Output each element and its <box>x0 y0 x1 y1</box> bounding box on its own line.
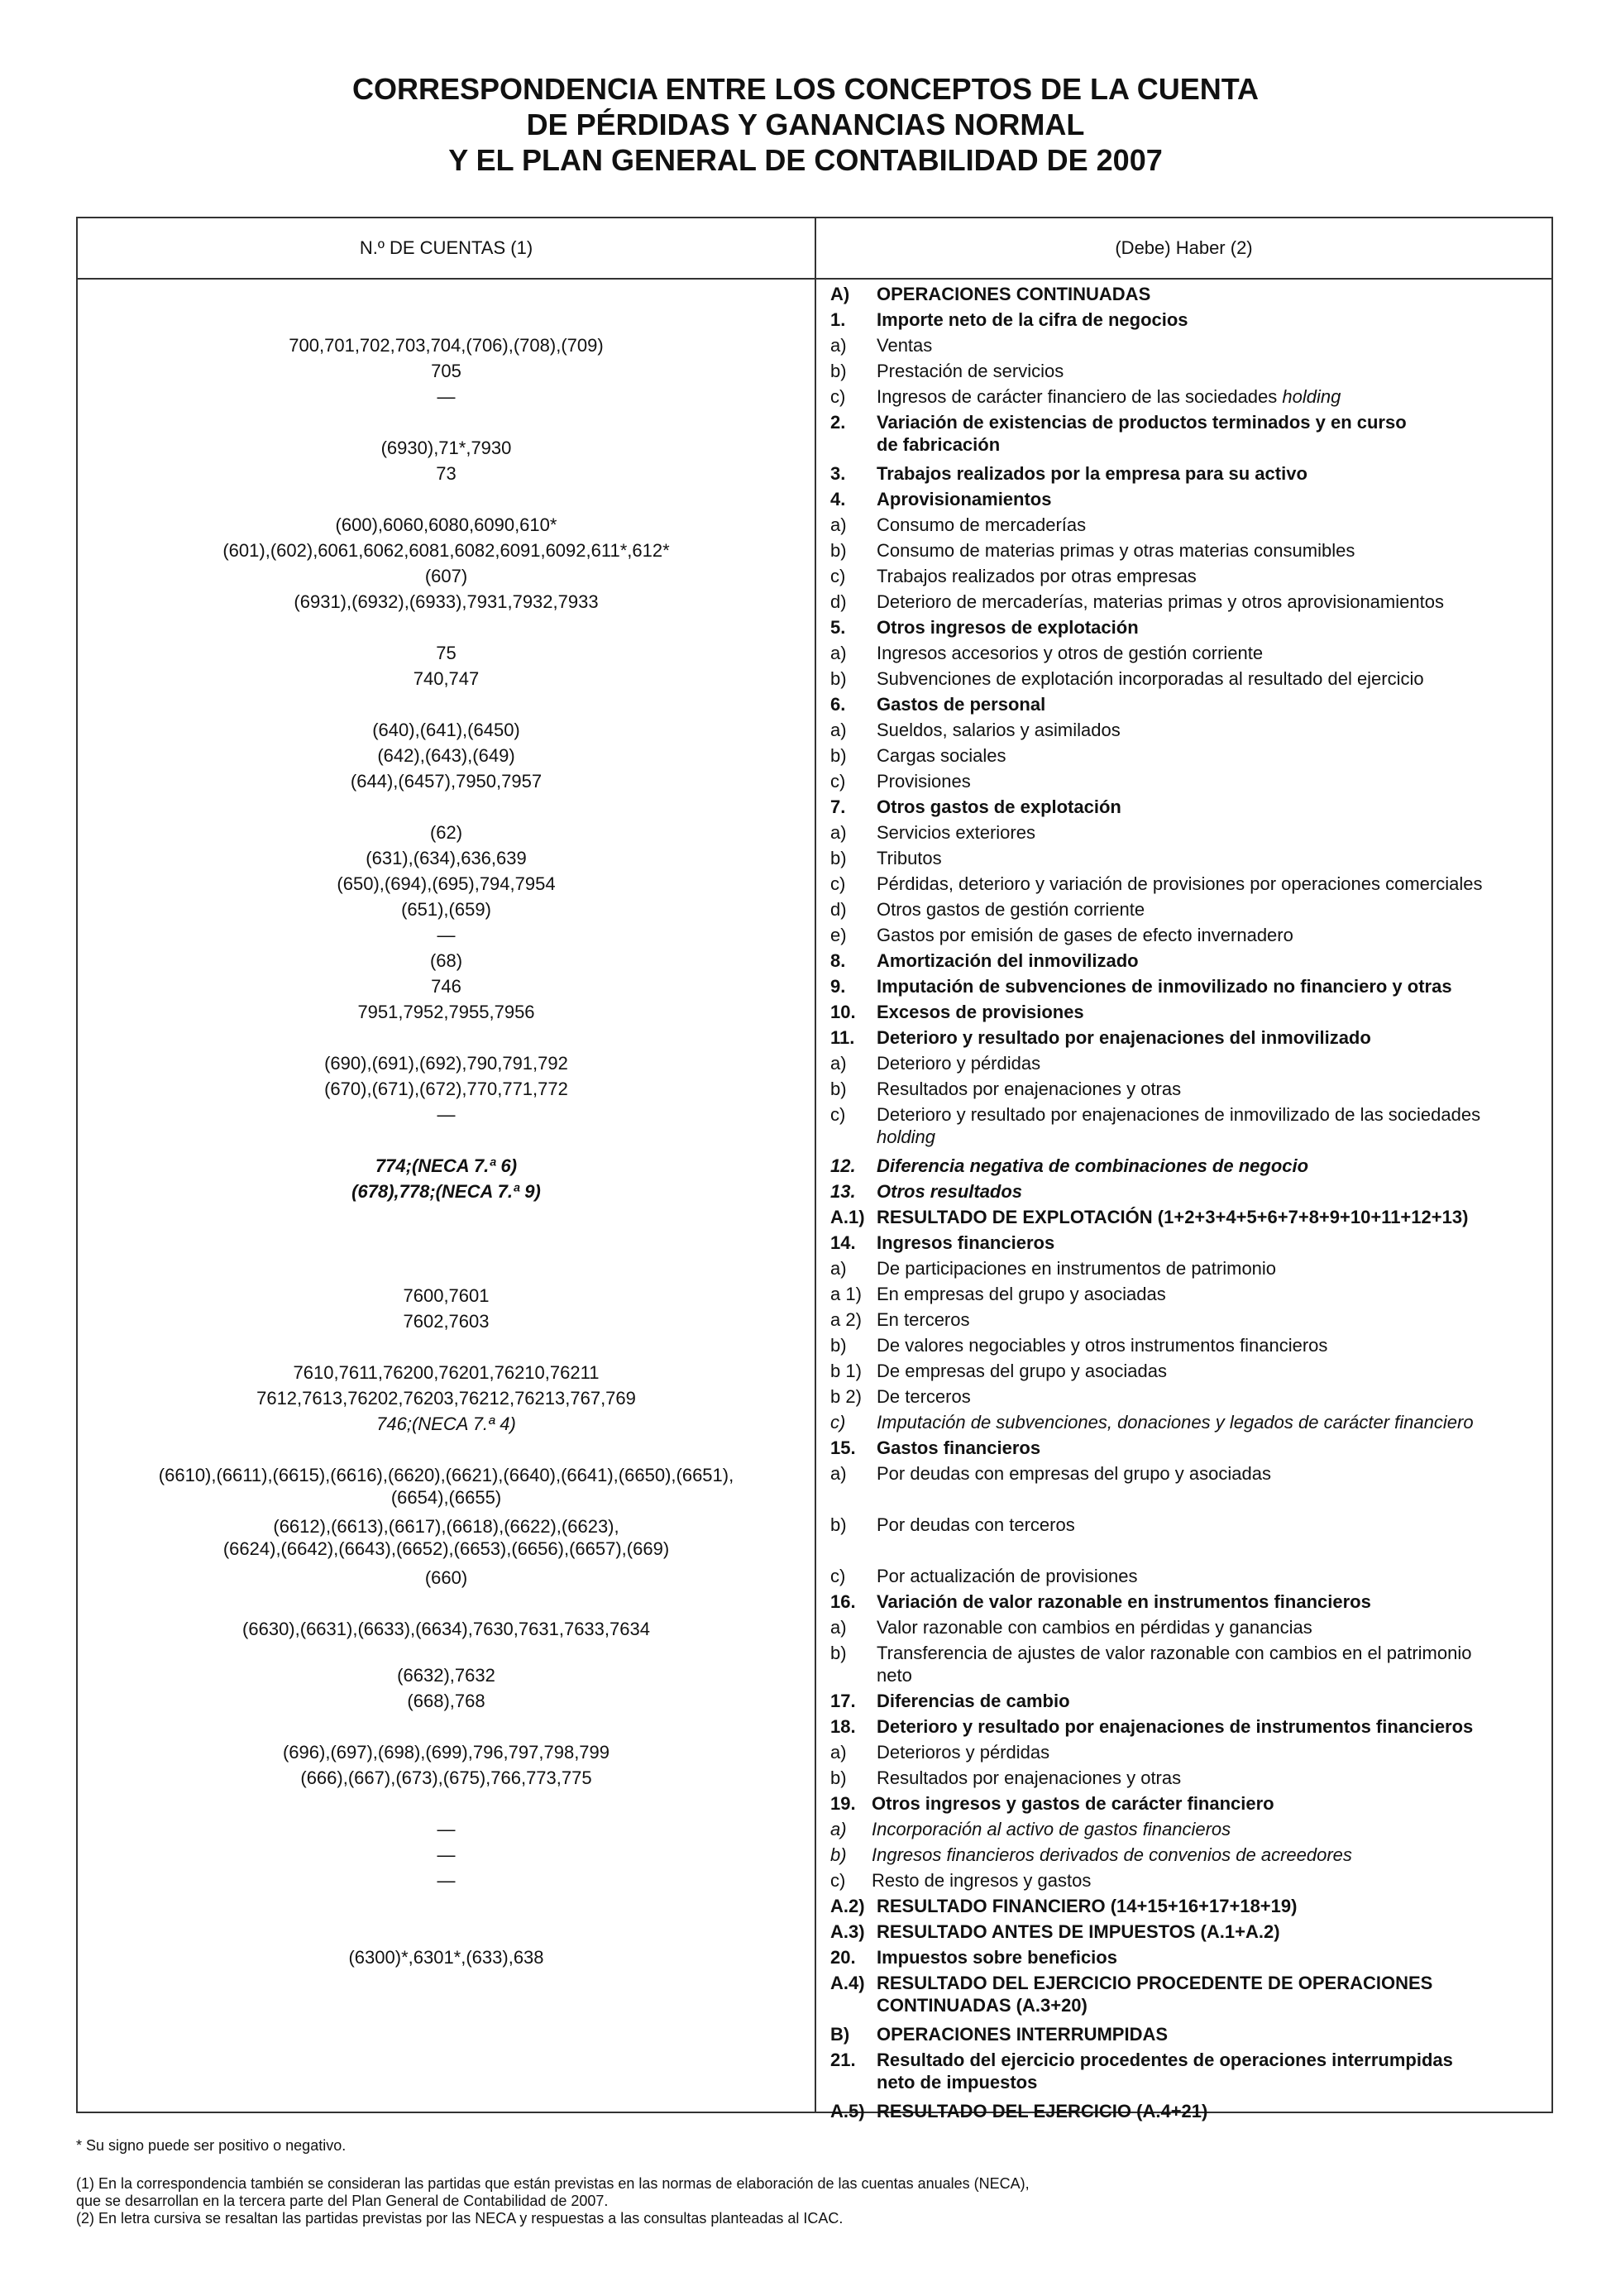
concept-label: 3. <box>830 463 846 484</box>
concept-text <box>877 847 942 869</box>
concept-text-main: En terceros <box>877 1309 970 1330</box>
concept-text <box>877 1026 1371 1049</box>
account-numbers: 705 <box>431 361 461 381</box>
concept-label: e) <box>830 925 847 945</box>
concept-label: 17. <box>830 1691 856 1711</box>
account-numbers: 73 <box>436 463 457 484</box>
concept-text <box>877 898 1145 921</box>
concept-text <box>877 565 1197 587</box>
concept-text <box>877 1103 1480 1126</box>
concept-text <box>877 1946 1117 1968</box>
concept-text <box>877 462 1307 485</box>
account-numbers: (6612),(6613),(6617),(6618),(6622),(6623), <box>273 1516 619 1537</box>
concept-text-main: de fabricación <box>877 434 1001 455</box>
concept-text <box>877 1642 1471 1664</box>
concept-text <box>877 1437 1040 1459</box>
concept-text-main: Importe neto de la cifra de negocios <box>877 309 1188 330</box>
concept-label: b) <box>830 540 847 561</box>
account-numbers: (650),(694),(695),794,7954 <box>337 873 556 894</box>
concept-text-main: Trabajos realizados por otras empresas <box>877 566 1197 586</box>
concept-label: a 1) <box>830 1284 862 1304</box>
concept-text <box>877 1078 1181 1100</box>
header-debe-haber: (Debe) Haber (2) <box>1115 237 1253 258</box>
concept-text-main: Consumo de materias primas y otras materias consumibles <box>877 540 1355 561</box>
concept-text-main: Variación de existencias de productos terminados y en curso <box>877 412 1407 433</box>
concept-text-main: RESULTADO DE EXPLOTACIÓN (1+2+3+4+5+6+7+8+9+10+11+12+13) <box>877 1207 1469 1227</box>
concept-text <box>872 1792 1274 1815</box>
account-numbers: — <box>437 925 456 945</box>
concept-text-main: Ingresos financieros derivados de convenios de acreedores <box>872 1844 1352 1865</box>
concept-label: 7. <box>830 796 846 817</box>
account-numbers: — <box>437 1819 456 1839</box>
concept-text <box>877 1180 1022 1203</box>
concept-label: c) <box>830 771 846 792</box>
concept-text-main: Aprovisionamientos <box>877 489 1052 509</box>
concept-text-main: Incorporación al activo de gastos financieros <box>872 1819 1231 1839</box>
concept-text-italic: holding <box>1282 386 1341 407</box>
account-numbers: 7610,7611,76200,76201,76210,76211 <box>293 1362 600 1383</box>
concept-label: b) <box>830 1767 847 1788</box>
concept-label: b 2) <box>830 1386 862 1407</box>
concept-label: A.5) <box>830 2101 865 2121</box>
concept-text <box>877 975 1452 997</box>
concept-text-main: De terceros <box>877 1386 971 1407</box>
concept-text-main: Gastos financieros <box>877 1437 1041 1458</box>
concept-label: 16. <box>830 1591 856 1612</box>
concept-text <box>877 334 932 356</box>
account-numbers: — <box>437 1870 456 1891</box>
correspondence-table <box>76 217 1553 2121</box>
concept-label: 13. <box>830 1181 856 1202</box>
concept-text-main: Resto de ingresos y gastos <box>872 1870 1092 1891</box>
concept-text <box>877 1565 1138 1587</box>
concept-text-main: De empresas del grupo y asociadas <box>877 1361 1167 1381</box>
concept-text-main: Ingresos financieros <box>877 1232 1055 1253</box>
concept-text-main: Provisiones <box>877 771 971 792</box>
concept-label: A.3) <box>830 1921 865 1942</box>
concept-text <box>877 1994 1088 2016</box>
account-numbers: (660) <box>424 1567 468 1588</box>
account-numbers: (6654),(6655) <box>390 1487 502 1508</box>
concept-text-main: RESULTADO ANTES DE IMPUESTOS (A.1+A.2) <box>877 1921 1280 1942</box>
concept-label: A.2) <box>830 1896 865 1916</box>
concept-label: 4. <box>830 489 846 509</box>
concept-text-main: Por deudas con terceros <box>877 1514 1075 1535</box>
concept-text <box>877 1001 1084 1023</box>
concept-text-main: Por deudas con empresas del grupo y asociadas <box>877 1463 1271 1484</box>
concept-text <box>877 385 1341 408</box>
concept-label: a) <box>830 643 847 663</box>
account-numbers: (690),(691),(692),790,791,792 <box>324 1053 568 1074</box>
concept-text-main: OPERACIONES CONTINUADAS <box>877 284 1151 304</box>
account-numbers: (678),778;(NECA 7.ª 9) <box>351 1181 541 1202</box>
concept-text-main: CONTINUADAS (A.3+20) <box>877 1995 1088 2016</box>
account-numbers: 7951,7952,7955,7956 <box>357 1002 535 1022</box>
concept-text-main: Tributos <box>877 848 942 868</box>
concept-text-main: Deterioro y resultado por enajenaciones del inmovilizado <box>877 1027 1371 1048</box>
concept-text-main: Diferencia negativa de combinaciones de negocio <box>877 1155 1309 1176</box>
concept-label: b) <box>830 361 847 381</box>
account-numbers: (670),(671),(672),770,771,772 <box>324 1079 568 1099</box>
concept-text <box>877 1411 1474 1433</box>
concept-text <box>877 1616 1312 1638</box>
concept-text <box>877 1257 1276 1280</box>
concept-label: 5. <box>830 617 846 638</box>
concept-label: d) <box>830 591 847 612</box>
footnote: que se desarrollan en la tercera parte del Plan General de Contabilidad de 2007. <box>76 2193 609 2209</box>
concept-text-main: Otros gastos de explotación <box>877 796 1121 817</box>
account-numbers: — <box>437 1104 456 1125</box>
concept-text <box>877 1283 1166 1305</box>
concept-text <box>877 2100 1207 2122</box>
concept-text <box>877 719 1121 741</box>
concept-label: 20. <box>830 1947 856 1968</box>
concept-text <box>872 1818 1231 1840</box>
concept-text-main: holding <box>877 1126 935 1147</box>
title-line-1: CORRESPONDENCIA ENTRE LOS CONCEPTOS DE LA CUENTA <box>351 72 1260 106</box>
concept-text-main: Gastos de personal <box>877 694 1046 715</box>
concept-text-main: Deterioro de mercaderías, materias primas y otros aprovisionamientos <box>877 591 1444 612</box>
concept-text <box>877 1514 1075 1536</box>
concept-label: a) <box>830 1463 847 1484</box>
account-numbers: (6300)*,6301*,(633),638 <box>348 1947 544 1968</box>
concept-text-main: Otros ingresos y gastos de carácter financiero <box>872 1793 1274 1814</box>
column-divider <box>815 218 816 2112</box>
concept-label: b) <box>830 848 847 868</box>
concept-text-main: Servicios exteriores <box>877 822 1035 843</box>
concept-text <box>877 744 1006 767</box>
concept-label: 18. <box>830 1716 856 1737</box>
account-numbers: (6930),71*,7930 <box>380 438 512 458</box>
concept-text-main: Subvenciones de explotación incorporadas al resultado del ejercicio <box>877 668 1424 689</box>
concept-text <box>877 1664 912 1686</box>
document-title <box>0 71 1611 178</box>
concept-label: 19. <box>830 1793 856 1814</box>
concept-text <box>877 1921 1280 1943</box>
account-numbers: — <box>437 1844 456 1865</box>
concept-label: 21. <box>830 2050 856 2070</box>
concept-label: A.1) <box>830 1207 865 1227</box>
concept-text <box>877 693 1045 715</box>
account-numbers: 746 <box>431 976 461 997</box>
concept-text-main: Impuestos sobre beneficios <box>877 1947 1117 1968</box>
concept-label: 9. <box>830 976 846 997</box>
concept-text <box>877 796 1121 818</box>
concept-text <box>877 539 1355 562</box>
concept-label: a) <box>830 1258 847 1279</box>
concept-text <box>877 667 1424 690</box>
concept-label: B) <box>830 2024 850 2045</box>
concept-label: 10. <box>830 1002 856 1022</box>
concept-label: c) <box>830 1566 846 1586</box>
concept-text <box>877 2049 1453 2071</box>
concept-text <box>877 1232 1054 1254</box>
concept-text-main: Resultado del ejercicio procedentes de operaciones interrumpidas <box>877 2050 1453 2070</box>
concept-text-main: Consumo de mercaderías <box>877 514 1087 535</box>
concept-label: c) <box>830 873 846 894</box>
concept-text <box>877 873 1483 895</box>
concept-text-main: Cargas sociales <box>877 745 1006 766</box>
account-numbers: (651),(659) <box>401 899 491 920</box>
concept-text-main: Deterioro y pérdidas <box>877 1053 1041 1074</box>
concept-text-main: Resultados por enajenaciones y otras <box>877 1767 1182 1788</box>
concept-text-main: Ingresos de carácter financiero de las sociedades <box>877 386 1283 407</box>
concept-label: 11. <box>830 1027 855 1048</box>
concept-label: b) <box>830 1335 847 1356</box>
concept-text <box>877 1690 1070 1712</box>
concept-text <box>877 591 1444 613</box>
concept-label: A) <box>830 284 850 304</box>
concept-label: c) <box>830 1412 846 1433</box>
concept-text-main: RESULTADO FINANCIERO (14+15+16+17+18+19) <box>877 1896 1298 1916</box>
concept-text <box>877 1155 1308 1177</box>
concept-text <box>877 1715 1473 1738</box>
concept-text-main: Imputación de subvenciones, donaciones y legados de carácter financiero <box>877 1412 1474 1433</box>
concept-label: 1. <box>830 309 846 330</box>
concept-text <box>877 642 1263 664</box>
concept-text-main: neto <box>877 1665 912 1686</box>
account-numbers: (666),(667),(673),(675),766,773,775 <box>300 1767 592 1788</box>
account-numbers: 700,701,702,703,704,(706),(708),(709) <box>289 335 604 356</box>
concept-text-main: Excesos de provisiones <box>877 1002 1084 1022</box>
footnote: (1) En la correspondencia también se consideran las partidas que están previstas en las normas de elaboración de las cuentas anuales (NECA), <box>76 2175 1030 2192</box>
concept-text <box>877 1767 1181 1789</box>
concept-label: 6. <box>830 694 846 715</box>
title-line-2: DE PÉRDIDAS Y GANANCIAS NORMAL <box>526 108 1085 141</box>
concept-text-main: Valor razonable con cambios en pérdidas y ganancias <box>877 1617 1312 1638</box>
account-numbers: (6931),(6932),(6933),7931,7932,7933 <box>294 591 599 612</box>
concept-text-main: neto de impuestos <box>877 2072 1038 2093</box>
concept-text <box>877 514 1086 536</box>
concept-text <box>872 1844 1352 1866</box>
concept-label: 8. <box>830 950 846 971</box>
concept-text <box>877 924 1293 946</box>
concept-label: a) <box>830 1053 847 1074</box>
concept-label: a) <box>830 1819 847 1839</box>
concept-label: a) <box>830 514 847 535</box>
concept-text-main: De participaciones en instrumentos de patrimonio <box>877 1258 1277 1279</box>
concept-text-main: Transferencia de ajustes de valor razonable con cambios en el patrimonio <box>877 1643 1472 1663</box>
concept-text <box>877 1385 971 1408</box>
account-numbers: 746;(NECA 7.ª 4) <box>376 1413 516 1434</box>
concept-label: c) <box>830 1870 846 1891</box>
concept-label: A.4) <box>830 1973 865 1993</box>
header-divider <box>78 278 1551 280</box>
concept-text-main: Deterioro y resultado por enajenaciones de inmovilizado de las sociedades <box>877 1104 1481 1125</box>
concept-label: a 2) <box>830 1309 862 1330</box>
concept-text-main: Deterioro y resultado por enajenaciones de instrumentos financieros <box>877 1716 1474 1737</box>
concept-text <box>872 1869 1091 1892</box>
account-numbers: (6624),(6642),(6643),(6652),(6653),(6656),(6657),(669) <box>222 1538 670 1559</box>
account-numbers: 774;(NECA 7.ª 6) <box>375 1155 518 1176</box>
concept-label: 14. <box>830 1232 856 1253</box>
concept-text-main: Resultados por enajenaciones y otras <box>877 1079 1182 1099</box>
concept-label: b) <box>830 1844 847 1865</box>
concept-label: a) <box>830 335 847 356</box>
footnote: (2) En letra cursiva se resaltan las partidas previstas por las NECA y respuestas a las consultas planteadas al ICAC. <box>76 2210 844 2227</box>
header-accounts: N.º DE CUENTAS (1) <box>359 237 533 258</box>
concept-text-main: Amortización del inmovilizado <box>877 950 1139 971</box>
concept-text-main: RESULTADO DEL EJERCICIO PROCEDENTE DE OPERACIONES <box>877 1973 1433 1993</box>
concept-label: c) <box>830 386 846 407</box>
concept-text-main: Sueldos, salarios y asimilados <box>877 720 1121 740</box>
concept-label: a) <box>830 720 847 740</box>
account-numbers: (68) <box>429 950 463 971</box>
concept-text-main: Pérdidas, deterioro y variación de provisiones por operaciones comerciales <box>877 873 1483 894</box>
account-numbers: (600),6060,6080,6090,610* <box>335 514 557 535</box>
concept-text <box>877 360 1064 382</box>
concept-text <box>877 1741 1049 1763</box>
account-numbers: (668),768 <box>407 1691 485 1711</box>
concept-text <box>877 433 1000 456</box>
concept-text-main: Otros gastos de gestión corriente <box>877 899 1145 920</box>
account-numbers: (642),(643),(649) <box>377 745 515 766</box>
account-numbers: 740,747 <box>413 668 480 689</box>
concept-label: d) <box>830 899 847 920</box>
account-numbers: (644),(6457),7950,7957 <box>350 771 543 792</box>
account-numbers: (6632),7632 <box>397 1665 495 1686</box>
concept-text-main: Diferencias de cambio <box>877 1691 1070 1711</box>
concept-label: b 1) <box>830 1361 862 1381</box>
concept-label: 2. <box>830 412 846 433</box>
concept-text <box>877 1972 1432 1994</box>
concept-label: c) <box>830 566 846 586</box>
account-numbers: (696),(697),(698),(699),796,797,798,799 <box>282 1742 610 1763</box>
concept-text-main: Variación de valor razonable en instrumentos financieros <box>877 1591 1371 1612</box>
concept-label: a) <box>830 1742 847 1763</box>
concept-text <box>877 1308 970 1331</box>
concept-text <box>877 821 1035 844</box>
concept-label: a) <box>830 822 847 843</box>
concept-text-main: Ingresos accesorios y otros de gestión corriente <box>877 643 1264 663</box>
concept-label: b) <box>830 1643 847 1663</box>
concept-text-main: En empresas del grupo y asociadas <box>877 1284 1166 1304</box>
concept-text-main: Otros ingresos de explotación <box>877 617 1139 638</box>
account-numbers: — <box>437 386 456 407</box>
concept-text <box>877 770 971 792</box>
concept-text <box>877 488 1051 510</box>
account-numbers: 7612,7613,76202,76203,76212,76213,767,769 <box>256 1388 636 1409</box>
account-numbers: (6630),(6631),(6633),(6634),7630,7631,7633,7634 <box>242 1619 650 1639</box>
concept-label: 15. <box>830 1437 856 1458</box>
concept-text <box>877 1360 1167 1382</box>
concept-text <box>877 1052 1040 1074</box>
concept-text <box>877 1334 1327 1356</box>
account-numbers: 75 <box>436 643 457 663</box>
concept-text-main: Ventas <box>877 335 933 356</box>
concept-label: b) <box>830 745 847 766</box>
concept-text-main: De valores negociables y otros instrumentos financieros <box>877 1335 1328 1356</box>
concept-text <box>877 2023 1168 2045</box>
account-numbers: (601),(602),6061,6062,6081,6082,6091,6092,611*,612* <box>222 540 670 561</box>
concept-text <box>877 949 1139 972</box>
concept-text <box>877 1895 1297 1917</box>
account-numbers: 7602,7603 <box>403 1311 490 1332</box>
concept-text <box>877 1126 935 1148</box>
account-numbers: (631),(634),636,639 <box>366 848 527 868</box>
account-numbers: (607) <box>424 566 468 586</box>
concept-text <box>877 1206 1468 1228</box>
concept-text-main: RESULTADO DEL EJERCICIO (A.4+21) <box>877 2101 1208 2121</box>
concept-text <box>877 1590 1371 1613</box>
concept-label: a) <box>830 1617 847 1638</box>
concept-text <box>877 2071 1037 2093</box>
concept-text-main: Imputación de subvenciones de inmovilizado no financiero y otras <box>877 976 1452 997</box>
footnote: * Su signo puede ser positivo o negativo. <box>76 2137 347 2154</box>
concept-text-main: Trabajos realizados por la empresa para su activo <box>877 463 1307 484</box>
account-numbers: (640),(641),(6450) <box>372 720 520 740</box>
concept-label: b) <box>830 668 847 689</box>
account-numbers: (6610),(6611),(6615),(6616),(6620),(6621),(6640),(6641),(6650),(6651), <box>158 1465 734 1485</box>
concept-text <box>877 283 1150 305</box>
concept-label: c) <box>830 1104 846 1125</box>
concept-text <box>877 1462 1271 1485</box>
account-numbers: 7600,7601 <box>403 1285 490 1306</box>
concept-label: b) <box>830 1514 847 1535</box>
concept-text-main: Gastos por emisión de gases de efecto invernadero <box>877 925 1293 945</box>
concept-text-main: Otros resultados <box>877 1181 1023 1202</box>
concept-text-main: OPERACIONES INTERRUMPIDAS <box>877 2024 1169 2045</box>
concept-text <box>877 411 1407 433</box>
concept-text-main: Por actualización de provisiones <box>877 1566 1138 1586</box>
concept-text <box>877 309 1188 331</box>
concept-text <box>877 616 1139 639</box>
concept-text-main: Prestación de servicios <box>877 361 1064 381</box>
concept-label: 12. <box>830 1155 856 1176</box>
title-line-3: Y EL PLAN GENERAL DE CONTABILIDAD DE 2007 <box>448 143 1163 177</box>
concept-label: b) <box>830 1079 847 1099</box>
account-numbers: (62) <box>429 822 463 843</box>
concept-text-main: Deterioros y pérdidas <box>877 1742 1050 1763</box>
